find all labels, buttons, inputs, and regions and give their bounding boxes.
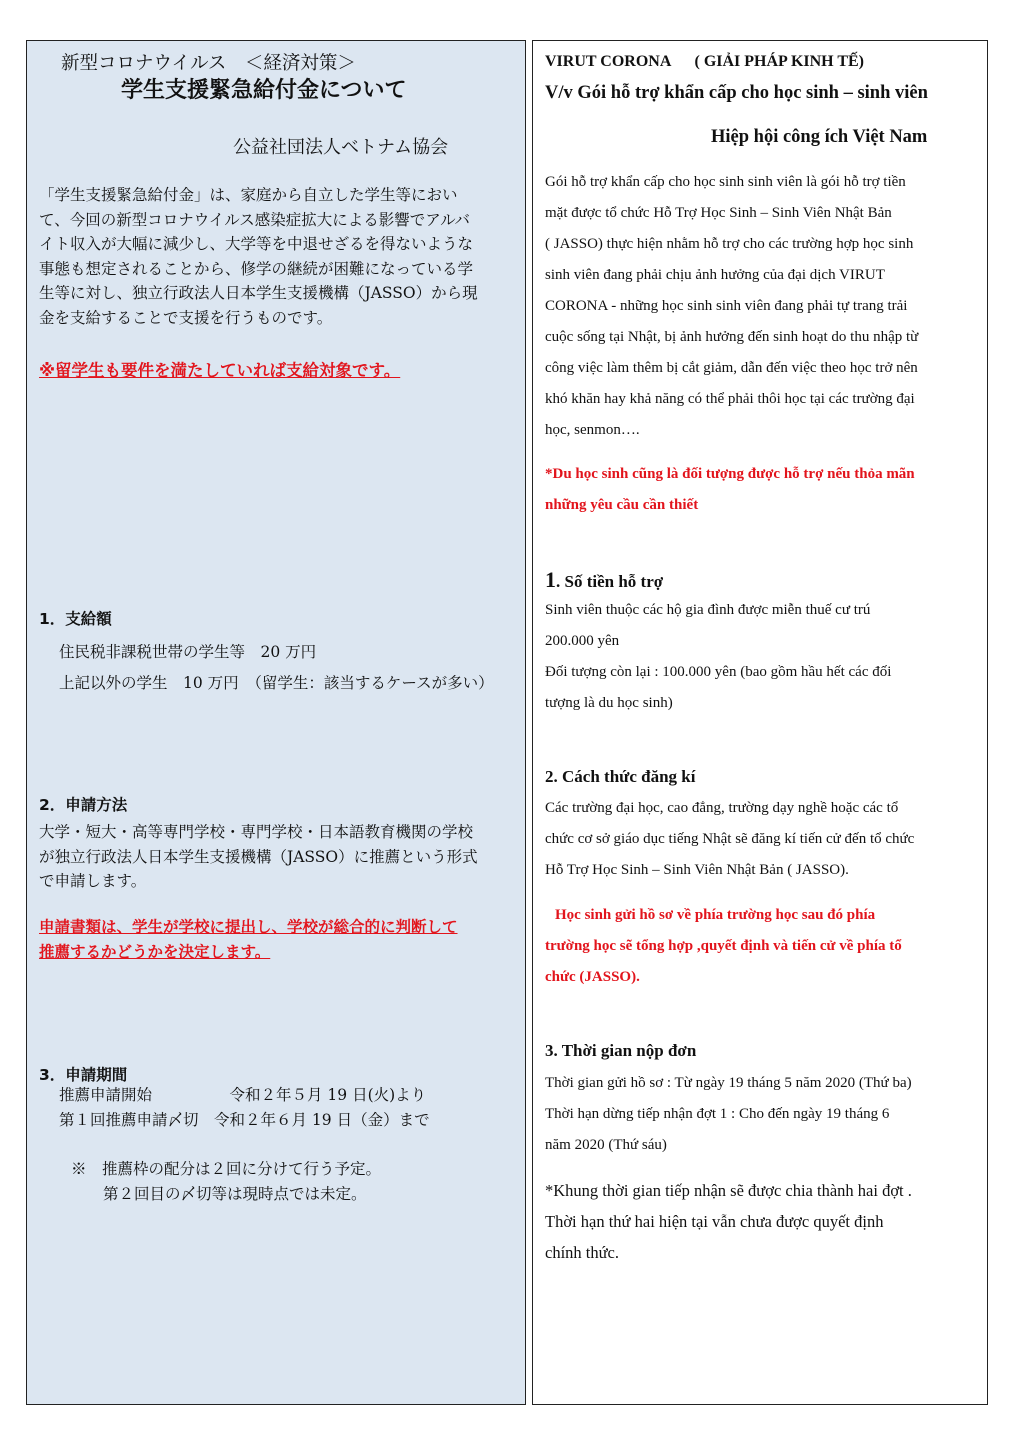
- jp-section1-line: 上記以外の学生 10 万円 （留学生：該当するケースが多い）: [59, 674, 494, 692]
- vn-section3-note-line: *Khung thời gian tiếp nhận sẽ được chia thành hai đợt .: [545, 1181, 912, 1200]
- vn-intro-line: mặt được tổ chức Hỗ Trợ Học Sinh – Sinh Viên Nhật Bản: [545, 205, 892, 221]
- jp-section3-note: [71, 1157, 381, 1206]
- jp-section3-body: [59, 1083, 430, 1132]
- jp-notice: ※留学生も要件を満たしていれば支給対象です。: [39, 361, 401, 380]
- vn-section3-body: [545, 1068, 912, 1161]
- vn-section1-line: tượng là du học sinh): [545, 695, 673, 711]
- jp-section1-title: 1．支給額: [39, 610, 112, 628]
- vn-intro-line: sinh viên đang phải chịu ảnh hưởng của đại dịch VIRUT: [545, 267, 885, 283]
- vn-intro: [545, 167, 918, 446]
- jp-intro-line: 事態も想定されることから、修学の継続が困難になっている学: [39, 259, 474, 278]
- jp-section3-line: 第１回推薦申請〆切 令和２年６月 19 日（金）まで: [59, 1110, 430, 1129]
- vn-intro-line: cuộc sống tại Nhật, bị ảnh hưởng đến sinh hoạt do thu nhập từ: [545, 329, 919, 345]
- jp-section2-line: 大学・短大・高等専門学校・専門学校・日本語教育機関の学校: [39, 823, 474, 841]
- vn-section1-line: Đối tượng còn lại : 100.000 yên (bao gồm hầu hết các đối: [545, 664, 892, 680]
- jp-section2-red-line: 申請書類は、学生が学校に提出し、学校が総合的に判断して: [39, 918, 458, 936]
- jp-section3-note-line: 第２回目の〆切等は現時点では未定。: [103, 1184, 367, 1203]
- vn-section2-body: [545, 793, 914, 886]
- jp-section2-body: [39, 820, 478, 894]
- vn-intro-line: Gói hỗ trợ khẩn cấp cho học sinh sinh viên là gói hỗ trợ tiền: [545, 174, 906, 190]
- vn-section1-line: Sinh viên thuộc các hộ gia đình được miễn thuế cư trú: [545, 602, 871, 618]
- vn-section2-red-line: chức (JASSO).: [545, 969, 640, 985]
- jp-intro-line: て、今回の新型コロナウイルス感染症拡大による影響でアルバ: [39, 210, 471, 229]
- jp-section1-line: 住民税非課税世帯の学生等 20 万円: [59, 643, 317, 661]
- vn-title-line2: V/v Gói hỗ trợ khẩn cấp cho học sinh – sinh viên: [545, 83, 928, 103]
- jp-section2-red-line: 推薦するかどうかを決定します。: [39, 942, 271, 961]
- vn-notice-line: *Du học sinh cũng là đối tượng được hỗ trợ nếu thỏa mãn: [545, 466, 915, 482]
- vn-section3-note-line: Thời hạn thứ hai hiện tại vẫn chưa được quyết định: [545, 1212, 884, 1231]
- vn-section3-title: 3. Thời gian nộp đơn: [545, 1041, 697, 1060]
- jp-title-line2: 学生支援緊急給付金について: [121, 78, 407, 103]
- vn-section2-red-line: trường học sẽ tổng hợp ,quyết định và tiến cử về phía tổ: [545, 938, 902, 954]
- jp-intro-line: 金を支給することで支援を行うものです。: [39, 308, 333, 327]
- vn-section2-line: Hỗ Trợ Học Sinh – Sinh Viên Nhật Bản ( JASSO).: [545, 862, 849, 878]
- vn-intro-line: khó khăn hay khả năng có thể phải thôi học tại các trường đại: [545, 391, 915, 407]
- vn-section1-title: [545, 567, 663, 593]
- vn-section3-note-line: chính thức.: [545, 1243, 620, 1262]
- jp-section2-title: 2．申請方法: [39, 796, 128, 814]
- vn-section3-line: Thời hạn dừng tiếp nhận đợt 1 : Cho đến ngày 19 tháng 6: [545, 1106, 890, 1122]
- jp-section3-line: 推薦申請開始 令和２年５月 19 日(火)より: [59, 1086, 427, 1104]
- vn-section1-body: [545, 595, 891, 719]
- vn-intro-line: CORONA - những học sinh sinh viên đang phải tự trang trải: [545, 298, 908, 314]
- vn-section2-title: 2. Cách thức đăng kí: [545, 767, 696, 786]
- vn-section3-note: [545, 1175, 912, 1268]
- vn-section2-line: Các trường đại học, cao đẳng, trường dạy nghề hoặc các tổ: [545, 800, 899, 816]
- jp-title-line1: 新型コロナウイルス ＜経済対策＞: [61, 53, 356, 74]
- japanese-column: [26, 40, 526, 1405]
- vn-section1-line: 200.000 yên: [545, 633, 620, 649]
- vn-section3-line: Thời gian gửi hồ sơ : Từ ngày 19 tháng 5 năm 2020 (Thứ ba): [545, 1075, 912, 1091]
- vn-title-line1: VIRUT CORONA ( GIẢI PHÁP KINH TẾ): [545, 53, 864, 70]
- jp-intro-line: 生等に対し、独立行政法人日本学生支援機構（JASSO）から現: [39, 284, 478, 302]
- jp-section1-body: [59, 637, 494, 699]
- jp-section2-line: で申請します。: [39, 872, 147, 890]
- vn-intro-line: ( JASSO) thực hiện nhằm hỗ trợ cho các trường hợp học sinh: [545, 236, 914, 252]
- jp-organization: 公益社団法人ベトナム協会: [233, 137, 449, 158]
- vn-notice: [545, 459, 915, 521]
- vn-section2-red: [545, 900, 902, 993]
- vn-section2-red-line: Học sinh gửi hồ sơ về phía trường học sau đó phía: [555, 907, 876, 923]
- vn-section1-number: 1: [545, 567, 556, 592]
- vn-intro-line: công việc làm thêm bị cắt giảm, dẫn đến việc theo học trở nên: [545, 360, 918, 376]
- jp-intro-line: 「学生支援緊急給付金」は、家庭から自立した学生等におい: [39, 186, 458, 204]
- jp-section2-line: が独立行政法人日本学生支援機構（JASSO）に推薦という形式: [39, 847, 478, 866]
- vn-intro-line: học, senmon….: [545, 422, 640, 438]
- jp-section2-red: [39, 915, 458, 964]
- vn-section3-line: năm 2020 (Thứ sáu): [545, 1137, 667, 1153]
- vn-notice-line: những yêu cầu cần thiết: [545, 497, 699, 513]
- vietnamese-column: [532, 40, 988, 1405]
- jp-section3-note-line: ※ 推薦枠の配分は２回に分けて行う予定。: [71, 1160, 382, 1178]
- vn-section1-label: . Số tiền hỗ trợ: [556, 572, 664, 591]
- vn-organization: Hiệp hội công ích Việt Nam: [711, 127, 928, 147]
- jp-section3-title: 3．申請期間: [39, 1066, 128, 1084]
- vn-section2-line: chức cơ sở giáo dục tiếng Nhật sẽ đăng kí tiến cử đến tổ chức: [545, 831, 915, 847]
- jp-intro-line: イト収入が大幅に減少し、大学等を中退せざるを得ないような: [39, 235, 474, 253]
- jp-intro: [39, 183, 478, 330]
